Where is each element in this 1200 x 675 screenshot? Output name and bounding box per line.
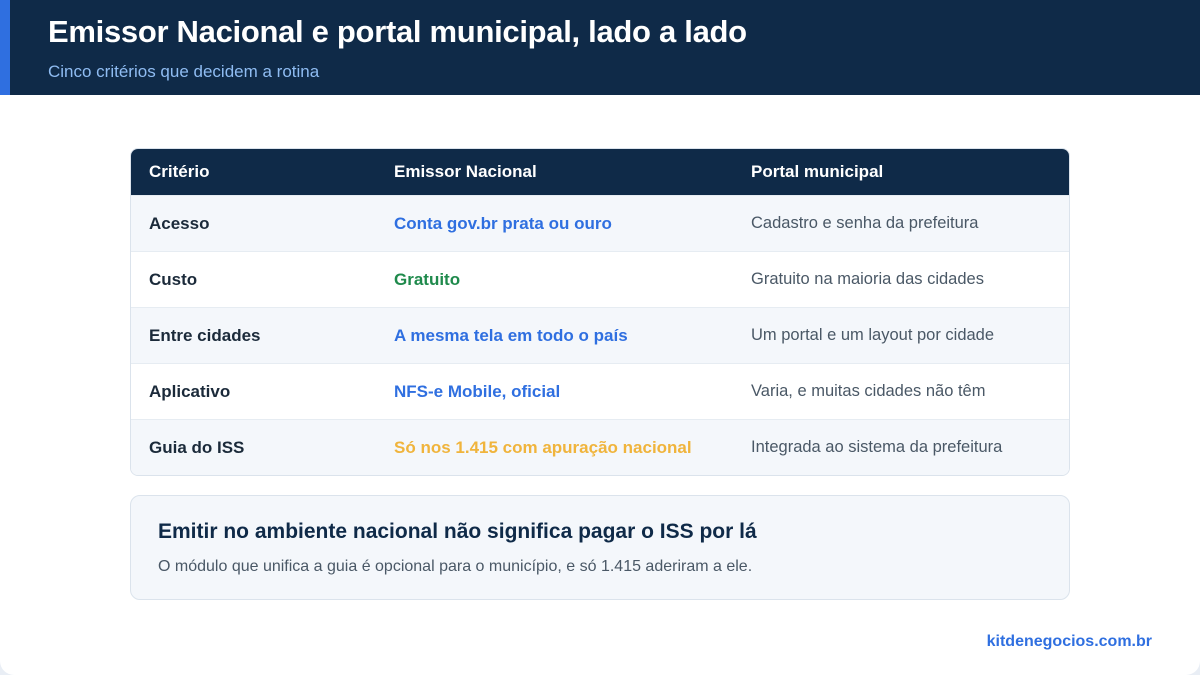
site-link[interactable]: kitdenegocios.com.br xyxy=(986,633,1152,650)
municipal-cell: Um portal e um layout por cidade xyxy=(751,326,995,344)
municipal-cell: Varia, e muitas cidades não têm xyxy=(751,382,986,400)
table-row xyxy=(131,251,1069,307)
national-cell: Conta gov.br prata ou ouro xyxy=(394,213,612,233)
table-row xyxy=(131,419,1069,475)
table-row xyxy=(131,363,1069,419)
page-title: Emissor Nacional e portal municipal, lado a lado xyxy=(48,14,747,49)
municipal-cell: Cadastro e senha da prefeitura xyxy=(751,214,979,232)
column-header-portal-municipal: Portal municipal xyxy=(751,162,884,181)
table-header xyxy=(131,149,1069,195)
national-cell: NFS-e Mobile, oficial xyxy=(394,381,561,401)
municipal-cell: Integrada ao sistema da prefeitura xyxy=(751,438,1003,456)
table-row xyxy=(131,307,1069,363)
callout-text: O módulo que unifica a guia é opcional para o município, e só 1.415 aderiram a ele. xyxy=(158,558,753,575)
callout-title: Emitir no ambiente nacional não significa pagar o ISS por lá xyxy=(158,520,757,543)
callout-box xyxy=(130,495,1070,600)
comparison-table xyxy=(130,148,1070,476)
header-accent-stripe xyxy=(0,0,10,95)
criterion-cell: Custo xyxy=(149,269,198,289)
criterion-cell: Aplicativo xyxy=(149,381,231,401)
national-cell: Só nos 1.415 com apuração nacional xyxy=(394,437,692,457)
national-cell: Gratuito xyxy=(394,269,461,289)
criterion-cell: Acesso xyxy=(149,213,210,233)
criterion-cell: Entre cidades xyxy=(149,325,261,345)
column-header-emissor-nacional: Emissor Nacional xyxy=(394,162,537,181)
table-row xyxy=(131,195,1069,251)
municipal-cell: Gratuito na maioria das cidades xyxy=(751,270,984,288)
page-subtitle: Cinco critérios que decidem a rotina xyxy=(48,62,320,81)
national-cell: A mesma tela em todo o país xyxy=(394,325,628,345)
header-bar xyxy=(0,0,1200,95)
criterion-cell: Guia do ISS xyxy=(149,437,245,457)
column-header-criterio: Critério xyxy=(149,162,210,181)
